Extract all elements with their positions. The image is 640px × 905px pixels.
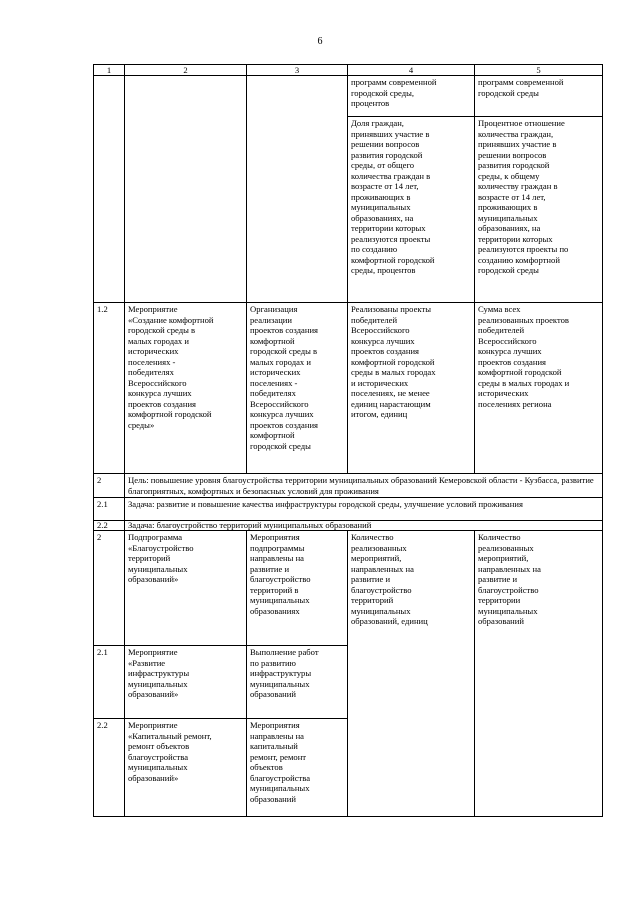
row-number-cell: 2 [94,474,125,498]
table-row [94,531,603,646]
page-number: 6 [317,36,323,47]
header-col-2: 2 [125,65,247,76]
task-text: Задача: развитие и повышение качества инфраструктуры городской среды, улучшение условий проживания [125,498,603,521]
event-description-cell: Выполнение работ по развитию инфраструктуры муниципальных образований [247,646,348,719]
table-row [94,303,603,474]
indicator-name-cell: Доля граждан, принявших участие в решении вопросов развития городской среды, от общего количества граждан в возрасте от 14 лет, проживающих в муниципальных образованиях, на территории которых реализуются проекты по созданию комфортной городской среды, процентов [348,117,475,303]
indicator-method-cell: Сумма всех реализованных проектов победителей Всероссийского конкурса лучших проектов создания комфортной городской среды в малых городах и исторических поселениях региона [475,303,603,474]
goal-text: Цель: повышение уровня благоустройства территории муниципальных образований Кемеровской области - Кузбасса, развитие благоприятных, комфортных и безопасных условий для проживания [125,474,603,498]
event-description-cell [247,76,348,303]
event-name-cell: Подпрограмма «Благоустройство территорий муниципальных образований» [125,531,247,646]
event-name-cell: Мероприятие «Капитальный ремонт, ремонт объектов благоустройства муниципальных образований» [125,719,247,817]
indicator-name-cell: Реализованы проекты победителей Всероссийского конкурса лучших проектов создания комфортной городской среды в малых городах и исторических поселениях, не менее единиц нарастающим итогом, единиц [348,303,475,474]
row-number-cell: 2 [94,531,125,646]
event-name-cell: Мероприятие «Развитие инфраструктуры муниципальных образований» [125,646,247,719]
indicator-method-cell: программ современной городской среды [475,76,603,117]
row-number-cell: 2.2 [94,719,125,817]
row-number-cell: 2.1 [94,498,125,521]
header-col-3: 3 [247,65,348,76]
row-number-cell: 2.2 [94,521,125,531]
indicator-name-cell: программ современной городской среды, процентов [348,76,475,117]
task-text: Задача: благоустройство территорий муниципальных образований [125,521,603,531]
event-description-cell: Мероприятия подпрограммы направлены на развитие и благоустройство территорий в муниципальных образованиях [247,531,348,646]
event-name-cell [125,76,247,303]
header-col-4: 4 [348,65,475,76]
indicator-method-cell: Процентное отношение количества граждан, принявших участие в решении вопросов развития городской среды, к общему количеству граждан в возрасте от 14 лет, проживающих в муниципальных образованиях, на территории которых реализуются проекты по созданию комфортной городской среды [475,117,603,303]
table-header-row [94,65,603,76]
header-col-1: 1 [94,65,125,76]
goal-row [94,474,603,498]
event-description-cell: Организация реализации проектов создания комфортной городской среды в малых городах и исторических поселениях - победителях Всероссийского конкурса лучших проектов создания комфортной городской среды [247,303,348,474]
table-row [94,76,603,117]
indicator-name-cell: Количество реализованных мероприятий, направленных на развитие и благоустройство территорий муниципальных образований, единиц [348,531,475,817]
row-number-cell: 2.1 [94,646,125,719]
row-number-cell: 1.2 [94,303,125,474]
event-description-cell: Мероприятия направлены на капитальный ремонт, ремонт объектов благоустройства муниципальных образований [247,719,348,817]
header-col-5: 5 [475,65,603,76]
indicators-table [93,64,603,817]
event-name-cell: Мероприятие «Создание комфортной городской среды в малых городах и исторических поселениях - победителях Всероссийского конкурса лучших проектов создания комфортной городской среды» [125,303,247,474]
task-row [94,521,603,531]
row-number-cell [94,76,125,303]
task-row [94,498,603,521]
indicator-method-cell: Количество реализованных мероприятий, направленных на развитие и благоустройство территории муниципальных образований [475,531,603,817]
